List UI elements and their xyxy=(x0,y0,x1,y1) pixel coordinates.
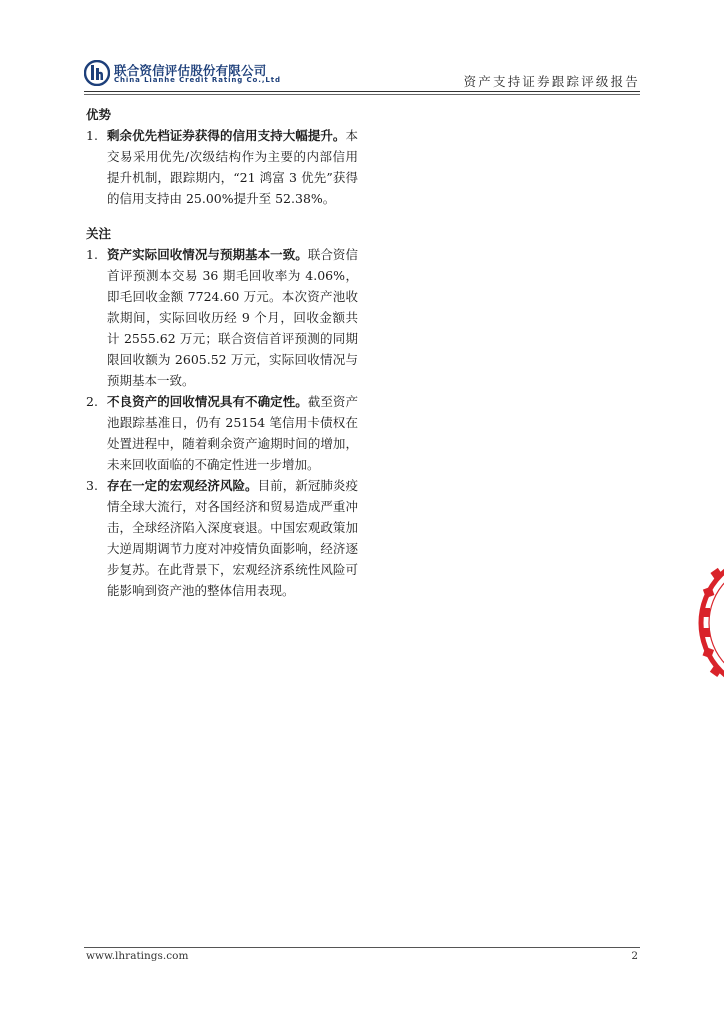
footer-website-link[interactable]: www.lhratings.com xyxy=(86,950,189,962)
list-item xyxy=(86,391,358,475)
item-number: 1. xyxy=(86,247,98,262)
main-content xyxy=(86,104,358,601)
list-item xyxy=(86,244,358,391)
page-header xyxy=(84,60,640,90)
company-seal-stamp xyxy=(694,548,724,698)
item-body: 联合资信首评预测本交易 36 期毛回收率为 4.06%，即毛回收金额 7724.60 万元。本次资产池收款期间，实际回收历经 9 个月，回收金额共计 2555.62 万元；联合资信首评预测的同期限回收额为 2605.52 万元，实际回收情况与预期基本一致。 xyxy=(107,247,358,388)
item-text xyxy=(107,391,358,475)
company-name-cn: 联合资信评估股份有限公司 xyxy=(114,63,267,78)
header-divider xyxy=(84,91,640,92)
item-body: 本交易采用优先/次级结构作为主要的内部信用提升机制，跟踪期内，“21 鸿富 3 优先”获得的信用支持由 25.00%提升至 52.38%。 xyxy=(107,128,358,206)
company-logo xyxy=(84,60,284,90)
footer-divider xyxy=(84,947,640,948)
item-text xyxy=(107,244,358,391)
section-title-advantages: 优势 xyxy=(86,107,112,122)
list-item xyxy=(86,475,358,601)
report-title: 资产支持证券跟踪评级报告 xyxy=(463,74,640,89)
lianhe-logo-icon xyxy=(84,60,110,86)
item-text xyxy=(107,475,358,601)
list-item xyxy=(86,125,358,209)
item-number: 2. xyxy=(86,394,98,409)
company-name-en: China Lianhe Credit Rating Co.,Ltd xyxy=(114,76,281,84)
item-heading: 不良资产的回收情况具有不确定性。 xyxy=(107,394,308,409)
page-number: 2 xyxy=(631,950,638,962)
item-number: 1. xyxy=(86,128,98,143)
item-heading: 资产实际回收情况与预期基本一致。 xyxy=(107,247,308,262)
item-body: 目前，新冠肺炎疫情全球大流行，对各国经济和贸易造成严重冲击，全球经济陷入深度衰退。中国宏观政策加大逆周期调节力度对冲疫情负面影响，经济逐步复苏。在此背景下，宏观经济系统性风险可能影响到资产池的整体信用表现。 xyxy=(107,478,358,598)
item-heading: 剩余优先档证券获得的信用支持大幅提升。 xyxy=(107,128,346,143)
item-heading: 存在一定的宏观经济风险。 xyxy=(107,478,258,493)
item-text xyxy=(107,125,358,209)
section-spacer xyxy=(86,209,358,223)
header-divider-thin xyxy=(84,94,640,95)
item-body: 截至资产池跟踪基准日，仍有 25154 笔信用卡债权在处置进程中，随着剩余资产逾期时间的增加，未来回收面临的不确定性进一步增加。 xyxy=(107,394,358,472)
section-title-concerns: 关注 xyxy=(86,226,112,241)
item-number: 3. xyxy=(86,478,98,493)
